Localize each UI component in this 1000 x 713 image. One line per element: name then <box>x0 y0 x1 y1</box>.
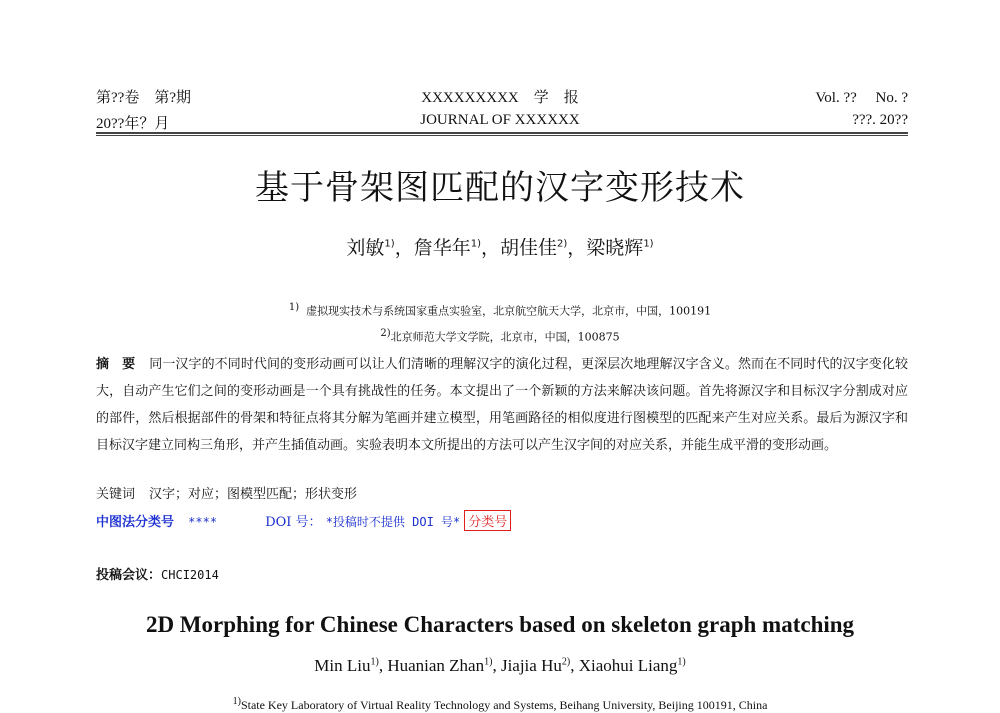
author-affil-mark: 1) <box>677 656 686 668</box>
affil-text: 北京师范大学文学院，北京市，中国，100875 <box>390 330 620 344</box>
affiliation-cn-1 <box>0 302 1000 319</box>
author-affil-mark: 2) <box>557 238 568 250</box>
header-month-year: ???. 20?? <box>852 112 908 128</box>
author-name: Min Liu <box>314 656 371 675</box>
affil-text: 虚拟现实技术与系统国家重点实验室，北京航空航天大学，北京市，中国，100191 <box>306 304 712 318</box>
author-affil-mark: 1) <box>370 656 379 668</box>
keywords-label: 关键词 <box>96 487 136 502</box>
header-journal-cn: XXXXXXXXX 学 报 <box>421 90 579 106</box>
conference <box>96 564 219 583</box>
classification-line <box>96 510 511 531</box>
paper-title-cn: 基于骨架图匹配的汉字变形技术 <box>255 168 745 208</box>
header-rule-bottom <box>96 135 908 136</box>
keywords-text: 汉字；对应；图模型匹配；形状变形 <box>149 487 358 502</box>
doi-label: DOI 号： <box>265 515 322 530</box>
author-name: 詹华年 <box>413 237 471 259</box>
header-rule-top <box>96 132 908 134</box>
authors-en <box>0 656 1000 676</box>
author-separator: , <box>492 656 501 675</box>
header-date: 20??年？月 <box>96 116 170 132</box>
abstract-text: 同一汉字的不同时代间的变形动画可以让人们清晰的理解汉字的演化过程，更深层次地理解汉字含义。然而在不同时代的汉字变化较大，自动产生它们之间的变形动画是一个具有挑战性的任务。本文提出了一个新颖的方法来解决该问题。首先将源汉字和目标汉字分割成对应的部件，然后根据部件的骨架和特征点将其分解为笔画并建立模型，用笔画路径的相似度进行图模型的匹配来产生对应关系。最后为源汉字和目标汉字建立同构三角形，并产生插值动画。实验表明本文所提出的方法可以产生汉字间的对应关系，并能生成平滑的变形动画。 <box>96 357 908 453</box>
author-separator: , <box>378 656 388 675</box>
affil-text: State Key Laboratory of Virtual Reality Technology and Systems, Beihang University, Beijing 100191, China <box>240 698 768 712</box>
conference-label: 投稿会议： <box>96 568 162 583</box>
author-name: Xiaohui Liang <box>578 656 678 675</box>
author-name: 刘敏 <box>346 237 385 259</box>
paper-title-en: 2D Morphing for Chinese Characters based on skeleton graph matching <box>145 612 855 637</box>
author-name: Huanian Zhan <box>387 656 485 675</box>
classification-boxed-label: 分类号 <box>464 510 511 531</box>
keywords <box>96 483 357 502</box>
affil-mark: 1) <box>232 696 241 707</box>
author-name: 梁晓辉 <box>586 237 644 259</box>
affil-mark: 2) <box>380 328 391 339</box>
author-name: Jiajia Hu <box>500 656 562 675</box>
doi-value: *投稿时不提供 DOI 号* <box>325 515 461 529</box>
abstract-label: 摘 要 <box>96 357 136 372</box>
author-affil-mark: 1) <box>484 656 493 668</box>
author-affil-mark: 2) <box>561 656 571 668</box>
author-name: 胡佳佳 <box>500 237 558 259</box>
author-affil-mark: 1) <box>470 238 481 250</box>
header-volume: 第??卷 第?期 <box>96 90 191 106</box>
author-separator: ， <box>567 237 587 259</box>
author-separator: ， <box>394 237 414 259</box>
author-separator: , <box>570 656 579 675</box>
author-separator: ， <box>480 237 500 259</box>
author-affil-mark: 1) <box>384 238 395 250</box>
abstract <box>96 351 908 459</box>
conference-value: CHCI2014 <box>161 568 219 582</box>
authors-cn <box>0 233 1000 260</box>
header-journal-en: JOURNAL OF XXXXXX <box>420 112 580 128</box>
header-vol-no: Vol. ?? No. ? <box>815 90 908 106</box>
affiliation-cn-2 <box>0 328 1000 345</box>
affil-mark: 1) <box>288 302 300 313</box>
clc-label: 中图法分类号 <box>96 515 175 530</box>
author-affil-mark: 1) <box>643 238 654 250</box>
clc-value: **** <box>188 515 218 529</box>
affiliation-en <box>0 696 1000 713</box>
